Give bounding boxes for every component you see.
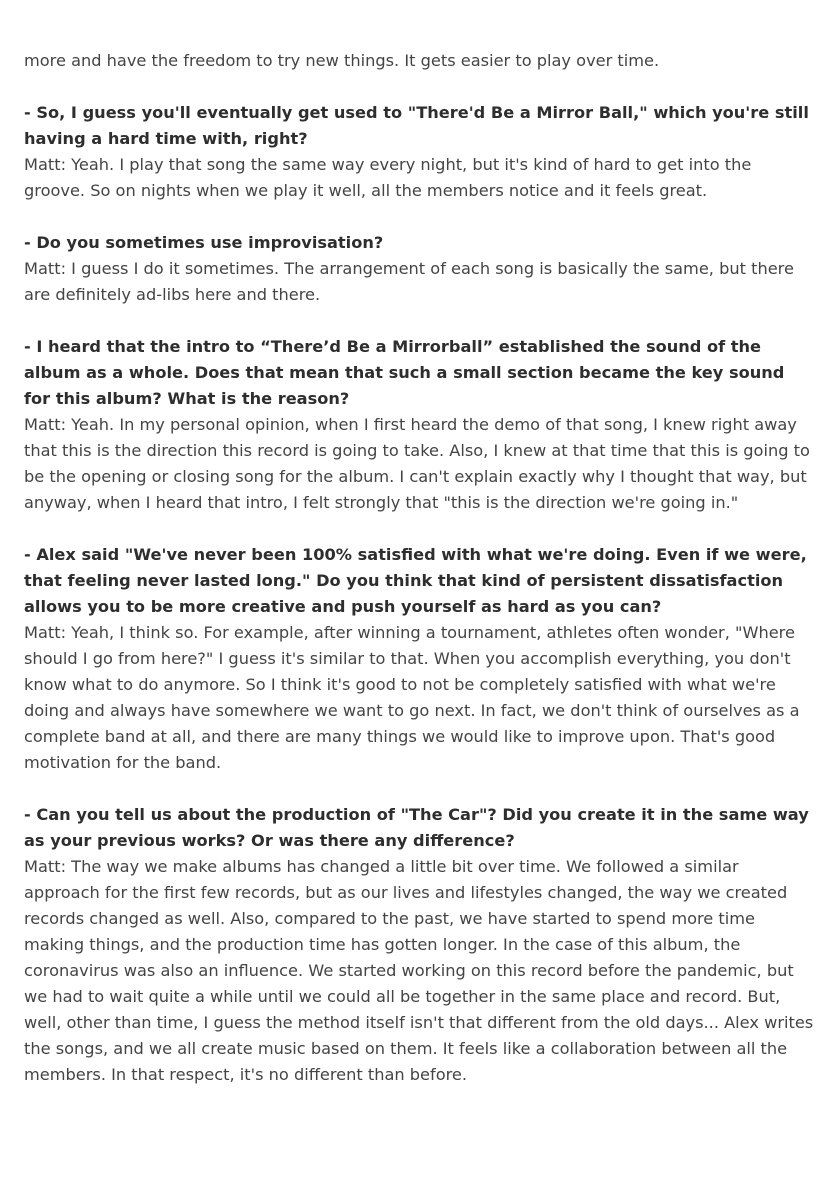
intro-paragraph bbox=[24, 48, 814, 74]
answer-text: Matt: Yeah, I think so. For example, after winning a tournament, athletes often wonder, "Where should I go from here?" I guess it's similar to that. When you accomplish everything, you don't know what to do anymore. So I think it's good to not be completely satisfied with what we're doing and always have somewhere we want to go next. In fact, we don't think of ourselves as a complete band at all, and there are many things we would like to improve upon. That's good motivation for the band. bbox=[24, 623, 800, 772]
question-text: - Can you tell us about the production of "The Car"? Did you create it in the same way as your previous works? Or was there any difference? bbox=[24, 805, 809, 850]
question-text: - Alex said "We've never been 100% satisfied with what we're doing. Even if we were, that feeling never lasted long." Do you think that kind of persistent dissatisfaction allows you to be more creative and push yourself as hard as you can? bbox=[24, 545, 807, 616]
qa-block-5 bbox=[24, 802, 814, 1088]
qa-block-2 bbox=[24, 230, 814, 308]
qa-block-3 bbox=[24, 334, 814, 516]
answer-text: Matt: I guess I do it sometimes. The arrangement of each song is basically the same, but there are definitely ad-libs here and there. bbox=[24, 259, 794, 304]
answer-text: Matt: Yeah. I play that song the same way every night, but it's kind of hard to get into the groove. So on nights when we play it well, all the members notice and it feels great. bbox=[24, 155, 752, 200]
answer-text: Matt: The way we make albums has changed a little bit over time. We followed a similar approach for the first few records, but as our lives and lifestyles changed, the way we created records changed as well. Also, compared to the past, we have started to spend more time making things, and the production time has gotten longer. In the case of this album, the coronavirus was also an influence. We started working on this record before the pandemic, but we had to wait quite a while until we could all be together in the same place and record. But, well, other than time, I guess the method itself isn't that different from the old days... Alex writes the songs, and we all create music based on them. It feels like a collaboration between all the members. In that respect, it's no different than before. bbox=[24, 857, 814, 1084]
interview-document bbox=[24, 48, 814, 1114]
question-text: - Do you sometimes use improvisation? bbox=[24, 233, 384, 252]
qa-block-4 bbox=[24, 542, 814, 776]
question-text: - So, I guess you'll eventually get used to "There'd Be a Mirror Ball," which you're still having a hard time with, right? bbox=[24, 103, 809, 148]
answer-text: more and have the freedom to try new things. It gets easier to play over time. bbox=[24, 51, 660, 70]
answer-text: Matt: Yeah. In my personal opinion, when I first heard the demo of that song, I knew right away that this is the direction this record is going to take. Also, I knew at that time that this is going to be the opening or closing song for the album. I can't explain exactly why I thought that way, but anyway, when I heard that intro, I felt strongly that "this is the direction we're going in." bbox=[24, 415, 810, 512]
qa-block-1 bbox=[24, 100, 814, 204]
question-text: - I heard that the intro to “There’d Be a Mirrorball” established the sound of the album as a whole. Does that mean that such a small section became the key sound for this album? What is the reason? bbox=[24, 337, 785, 408]
